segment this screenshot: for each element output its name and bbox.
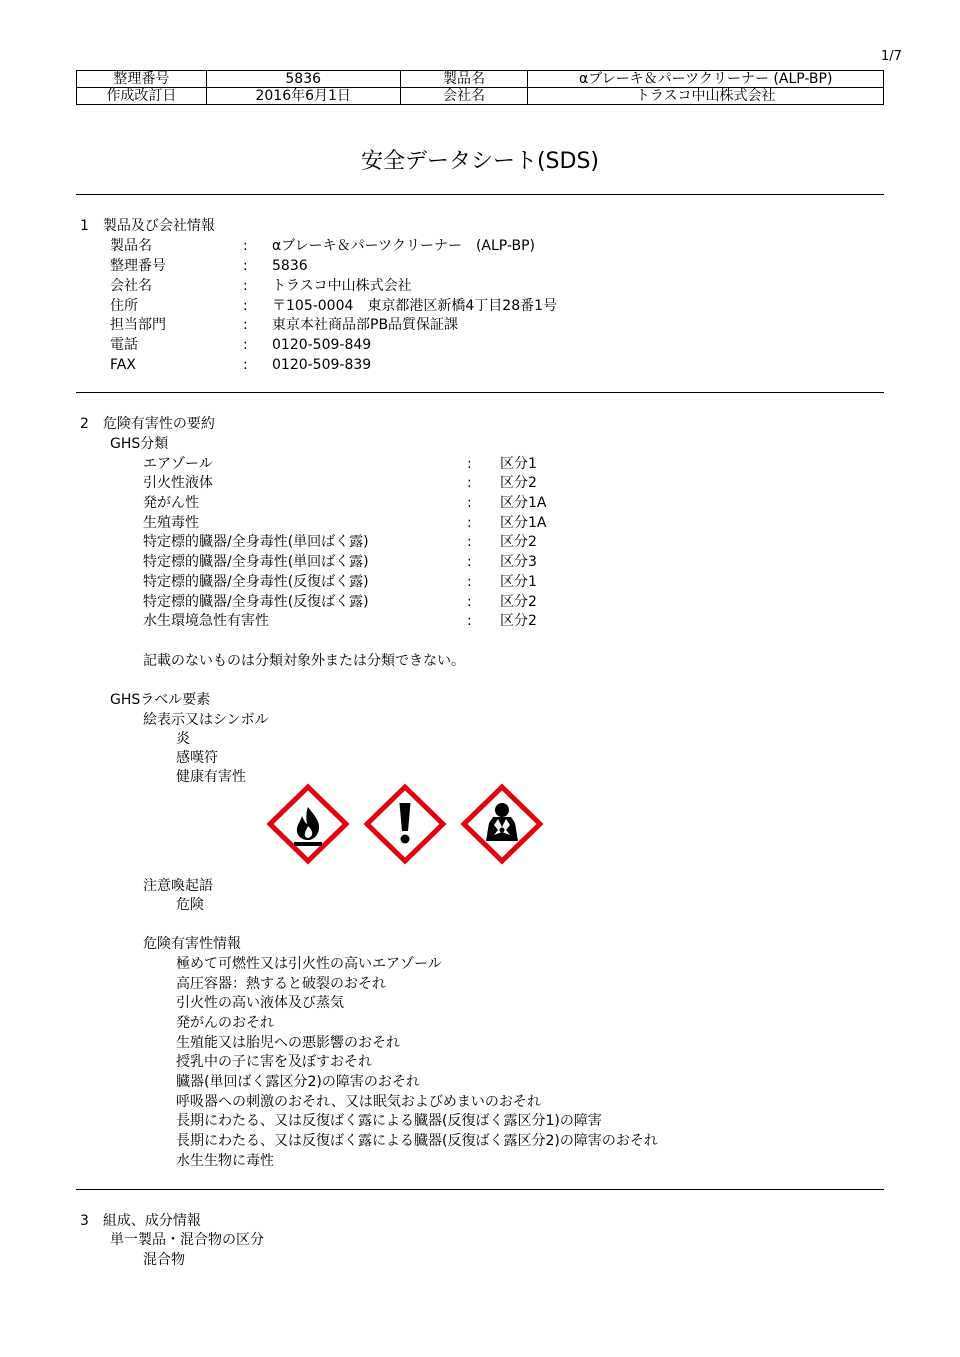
header-cell: 整理番号: [77, 71, 207, 88]
symbol-item: 炎: [176, 731, 190, 747]
info-row: [110, 277, 412, 295]
composition-value: 混合物: [143, 1252, 185, 1268]
ghs-class-category: 区分1: [500, 574, 537, 590]
header-cell: 会社名: [400, 88, 528, 105]
ghs-class-row: [143, 455, 537, 473]
hazard-statement: 臓器(単回ばく露区分2)の障害のおそれ: [176, 1074, 420, 1090]
page-number: 1/7: [881, 49, 902, 64]
header-cell: トラスコ中山株式会社: [528, 88, 884, 105]
ghs-class-category: 区分2: [500, 475, 537, 491]
ghs-class-category: 区分2: [500, 594, 537, 610]
flame-icon: [266, 783, 350, 865]
ghs-class-name: 特定標的臓器/全身毒性(単回ばく露): [143, 554, 369, 570]
info-label: FAX: [110, 357, 136, 373]
hazard-statement: 長期にわたる、又は反復ばく露による臓器(反復ばく露区分2)の障害のおそれ: [176, 1133, 658, 1149]
header-cell: 2016年6月1日: [206, 88, 400, 105]
info-row: [110, 257, 308, 275]
header-cell: αブレーキ＆パーツクリーナー (ALP-BP): [528, 71, 884, 88]
colon: :: [467, 594, 472, 610]
ghs-class-row: [143, 553, 537, 571]
info-label: 整理番号: [110, 258, 166, 274]
symbol-item: 感嘆符: [176, 750, 218, 766]
section-1-heading: 1 製品及び会社情報: [80, 218, 215, 234]
hazard-statement: 授乳中の子に害を及ぼすおそれ: [176, 1054, 372, 1070]
info-label: 会社名: [110, 278, 152, 294]
composition-subheading: 単一製品・混合物の区分: [110, 1232, 264, 1248]
ghs-class-name: 水生環境急性有害性: [143, 613, 269, 629]
ghs-label-heading: GHSラベル要素: [110, 692, 211, 708]
section-2-heading: 2 危険有害性の要約: [80, 416, 215, 432]
hazard-statement: 発がんのおそれ: [176, 1015, 274, 1031]
ghs-class-row: [143, 474, 537, 492]
header-cell: 製品名: [400, 71, 528, 88]
ghs-class-name: 特定標的臓器/全身毒性(単回ばく露): [143, 534, 369, 550]
health-hazard-icon: [460, 783, 544, 865]
info-label: 製品名: [110, 238, 152, 254]
colon: :: [467, 456, 472, 472]
header-table: [76, 70, 884, 105]
colon: :: [467, 515, 472, 531]
info-label: 電話: [110, 337, 138, 353]
info-value: トラスコ中山株式会社: [272, 278, 412, 294]
classification-note: 記載のないものは分類対象外または分類できない。: [143, 653, 465, 669]
header-row: [77, 88, 884, 105]
colon: :: [467, 554, 472, 570]
header-cell: 5836: [206, 71, 400, 88]
ghs-class-category: 区分1A: [500, 495, 547, 511]
ghs-class-category: 区分1A: [500, 515, 547, 531]
info-row: [110, 237, 535, 255]
ghs-class-name: エアゾール: [143, 456, 213, 472]
ghs-class-row: [143, 593, 537, 611]
info-value: 0120-509-849: [272, 337, 372, 353]
info-row: [110, 297, 557, 315]
colon: :: [467, 475, 472, 491]
info-value: 5836: [272, 258, 308, 274]
hazard-statement: 極めて可燃性又は引火性の高いエアゾール: [176, 956, 442, 972]
ghs-class-category: 区分2: [500, 534, 537, 550]
ghs-class-name: 特定標的臓器/全身毒性(反復ばく露): [143, 574, 369, 590]
signal-word: 危険: [176, 897, 204, 913]
info-row: [110, 336, 371, 354]
hazard-statement: 長期にわたる、又は反復ばく露による臓器(反復ばく露区分1)の障害: [176, 1113, 602, 1129]
info-label: 担当部門: [110, 317, 166, 333]
ghs-class-row: [143, 494, 546, 512]
info-value: αブレーキ＆パーツクリーナー (ALP-BP): [272, 238, 536, 254]
colon: :: [243, 337, 248, 353]
colon: :: [467, 534, 472, 550]
colon: :: [243, 298, 248, 314]
colon: :: [243, 238, 248, 254]
hazard-heading: 危険有害性情報: [143, 936, 241, 952]
hazard-statement: 呼吸器への刺激のおそれ、又は眠気およびめまいのおそれ: [176, 1094, 541, 1110]
signal-word-heading: 注意喚起語: [143, 878, 213, 894]
info-value: 〒105-0004 東京都港区新橋4丁目28番1号: [272, 298, 558, 314]
colon: :: [467, 613, 472, 629]
hazard-statement: 引火性の高い液体及び蒸気: [176, 995, 344, 1011]
hazard-statement: 生殖能又は胎児への悪影響のおそれ: [176, 1035, 400, 1051]
colon: :: [467, 574, 472, 590]
ghs-class-heading: GHS分類: [110, 436, 169, 452]
ghs-class-name: 発がん性: [143, 495, 199, 511]
symbol-heading: 絵表示又はシンボル: [143, 712, 269, 728]
header-row: [77, 71, 884, 88]
info-label: 住所: [110, 298, 138, 314]
symbol-item: 健康有害性: [176, 769, 246, 785]
colon: :: [243, 278, 248, 294]
colon: :: [467, 495, 472, 511]
ghs-class-row: [143, 612, 537, 630]
ghs-class-name: 特定標的臓器/全身毒性(反復ばく露): [143, 594, 369, 610]
colon: :: [243, 357, 248, 373]
ghs-class-row: [143, 533, 537, 551]
header-cell: 作成改訂日: [77, 88, 207, 105]
info-value: 0120-509-839: [272, 357, 372, 373]
ghs-class-name: 引火性液体: [143, 475, 213, 491]
colon: :: [243, 317, 248, 333]
hazard-statement: 高圧容器：熱すると破裂のおそれ: [176, 976, 386, 992]
ghs-class-category: 区分1: [500, 456, 537, 472]
divider: [76, 392, 884, 393]
ghs-class-row: [143, 514, 546, 532]
section-3-heading: 3 組成、成分情報: [80, 1213, 201, 1229]
ghs-class-name: 生殖毒性: [143, 515, 199, 531]
info-row: [110, 316, 458, 334]
divider: [76, 1189, 884, 1190]
hazard-statement: 水生生物に毒性: [176, 1153, 274, 1169]
document-title: 安全データシート(SDS): [360, 149, 600, 174]
exclamation-mark-icon: [363, 783, 447, 865]
ghs-class-row: [143, 573, 537, 591]
info-value: 東京本社商品部PB品質保証課: [272, 317, 459, 333]
colon: :: [243, 258, 248, 274]
info-row: [110, 356, 371, 374]
ghs-class-category: 区分2: [500, 613, 537, 629]
divider: [76, 194, 884, 195]
ghs-class-category: 区分3: [500, 554, 537, 570]
